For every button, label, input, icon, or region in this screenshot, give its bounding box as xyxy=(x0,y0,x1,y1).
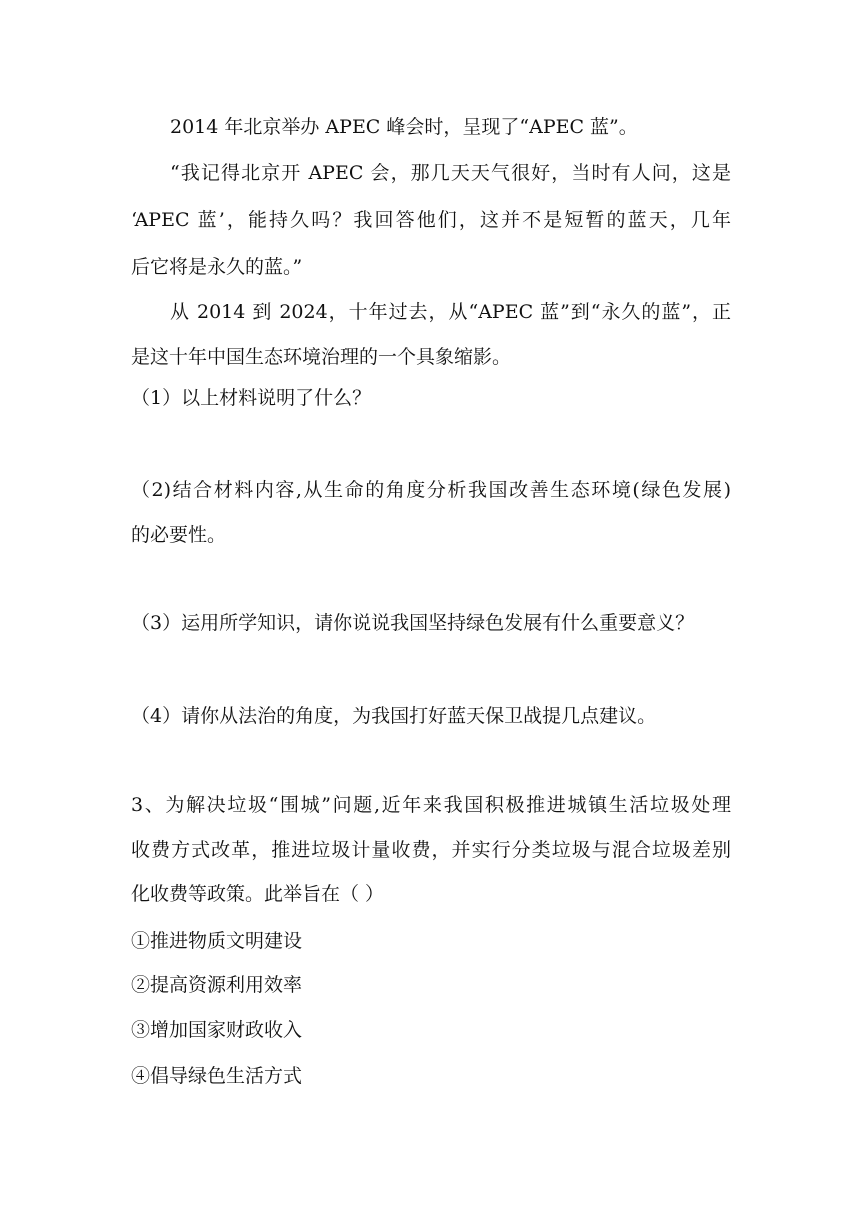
option-3: ③增加国家财政收入 xyxy=(131,1019,303,1041)
problem-3-line-2: 收费方式改革，推进垃圾计量收费，并实行分类垃圾与混合垃圾差别 xyxy=(131,839,731,861)
question-4: （4）请你从法治的角度，为我国打好蓝天保卫战提几点建议。 xyxy=(131,705,657,727)
option-2: ②提高资源利用效率 xyxy=(131,974,303,996)
question-2-line-2: 的必要性。 xyxy=(131,524,227,546)
option-1: ①推进物质文明建设 xyxy=(131,930,303,952)
problem-3-line-3: 化收费等政策。此举旨在（ ） xyxy=(131,883,385,905)
question-3: （3）运用所学知识，请你说说我国坚持绿色发展有什么重要意义？ xyxy=(131,612,695,634)
quote-line-3: 后它将是永久的蓝。” xyxy=(131,256,303,278)
paragraph-decade-line-2: 是这十年中国生态环境治理的一个具象缩影。 xyxy=(131,346,512,368)
question-1: （1）以上材料说明了什么？ xyxy=(131,387,372,409)
paragraph-apec-intro: 2014 年北京举办 APEC 峰会时，呈现了“APEC 蓝”。 xyxy=(170,116,638,138)
quote-line-1: “我记得北京开 APEC 会，那几天天气很好，当时有人问，这是 xyxy=(170,162,731,184)
option-4: ④倡导绿色生活方式 xyxy=(131,1065,303,1087)
quote-line-2: ‘APEC 蓝’，能持久吗？我回答他们，这并不是短暂的蓝天，几年 xyxy=(131,209,731,231)
problem-3-line-1: 3、为解决垃圾“围城”问题,近年来我国积极推进城镇生活垃圾处理 xyxy=(131,794,731,816)
paragraph-decade-line-1: 从 2014 到 2024，十年过去，从“APEC 蓝”到“永久的蓝”，正 xyxy=(170,301,731,323)
question-2-line-1: （2)结合材料内容,从生命的角度分析我国改善生态环境(绿色发展) xyxy=(131,479,731,501)
